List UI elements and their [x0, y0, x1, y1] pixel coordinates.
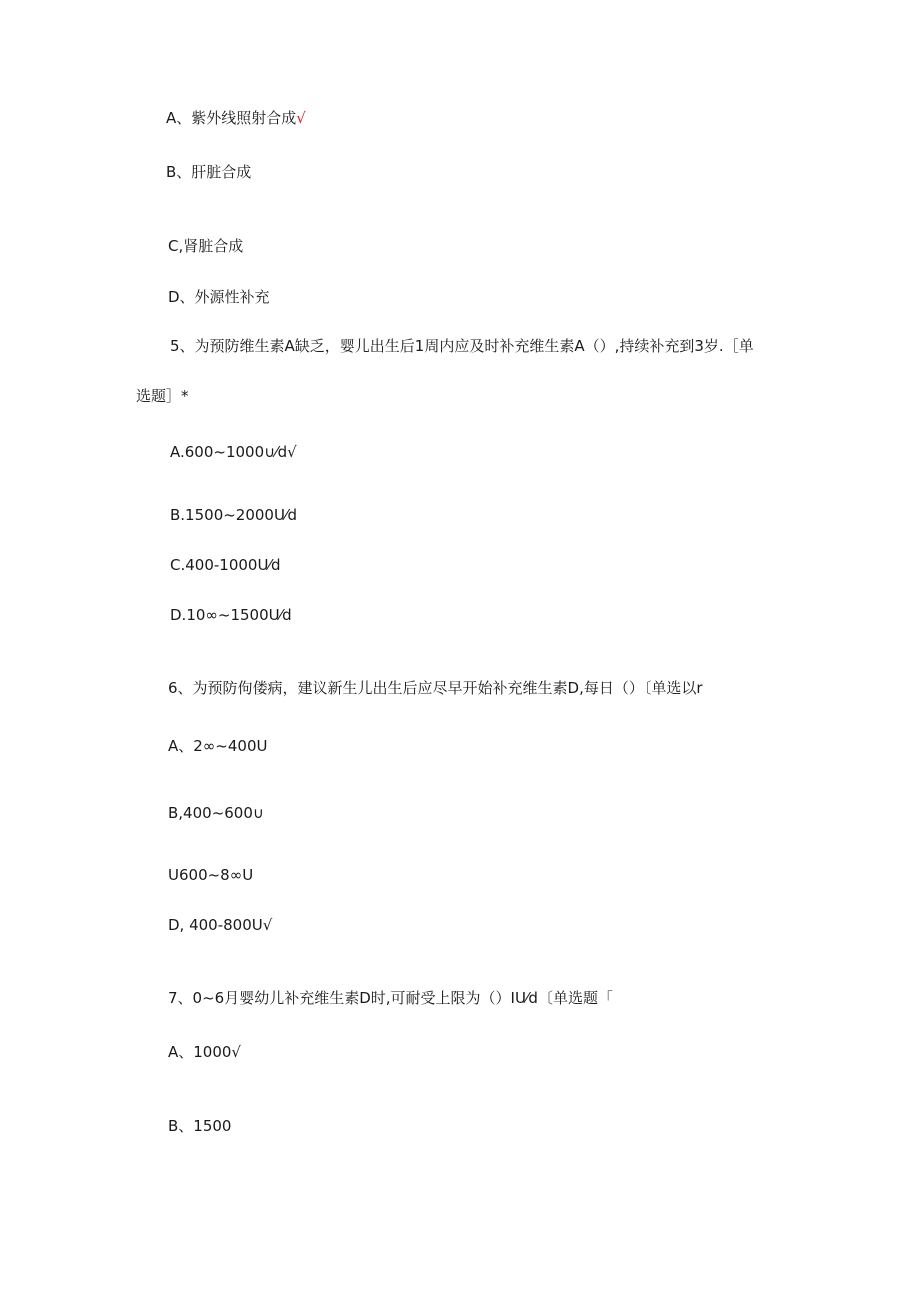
q6-option-c: U600~8∞U — [168, 866, 254, 884]
q4-option-d: D、外源性补充 — [168, 288, 270, 306]
q5-option-b: B.1500~2000U⁄d — [170, 506, 297, 524]
q6-option-d: D, 400-800U√ — [168, 916, 273, 934]
correct-check-icon: √ — [296, 109, 306, 127]
q4-option-a — [166, 108, 306, 128]
q6-option-b: B,400~600∪ — [168, 804, 264, 822]
q5-stem-line1: 5、为预防维生素A缺乏，婴儿出生后1周内应及时补充维生素A（）,持续补充到3岁.［单 — [170, 337, 754, 355]
q5-option-d: D.10∞~1500U⁄d — [170, 606, 292, 624]
q7-stem: 7、0~6月婴幼儿补充维生素D时,可耐受上限为（）IU⁄d〔单选题「 — [168, 989, 613, 1007]
q6-option-a: A、2∞~400U — [168, 737, 268, 755]
q5-stem-line2: 选题］* — [136, 387, 189, 405]
q4-option-c: C,肾脏合成 — [168, 237, 244, 255]
q6-stem: 6、为预防佝偻病，建议新生儿出生后应尽早开始补充维生素D,每日（）〔单选以r — [168, 679, 703, 697]
q5-option-a: A.600~1000∪⁄d√ — [170, 443, 297, 461]
q7-option-a: A、1000√ — [168, 1043, 241, 1061]
q7-option-b: B、1500 — [168, 1117, 232, 1135]
q4-option-a-text: A、紫外线照射合成 — [166, 109, 297, 127]
q4-option-b: B、肝脏合成 — [166, 163, 252, 181]
q5-option-c: C.400-1000U⁄d — [170, 556, 281, 574]
